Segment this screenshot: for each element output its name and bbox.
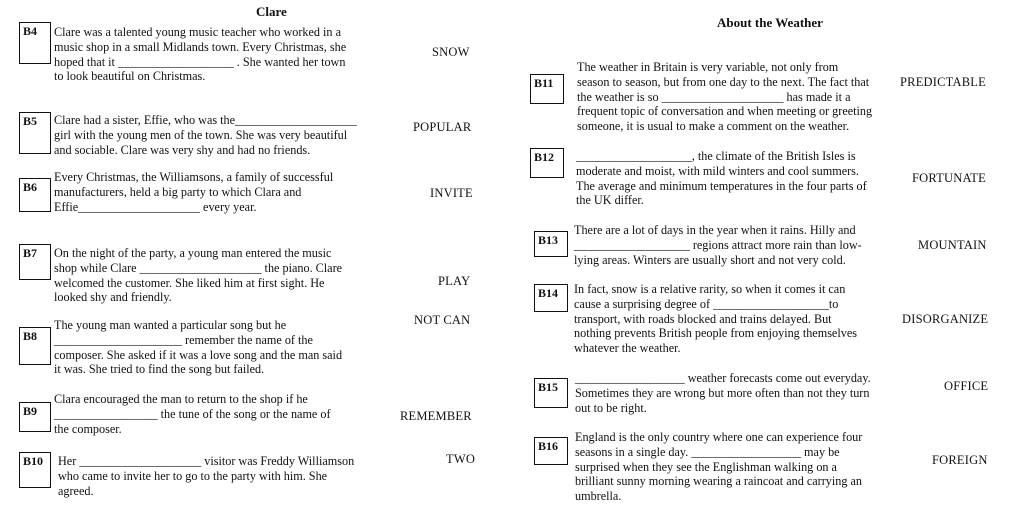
task-text: The young man wanted a particular song but he _____________________ remember the name of the composer. She asked if it was a love song and the man said it was. She tried to find the song but failed. <box>54 318 343 377</box>
left-title: Clare <box>256 4 287 19</box>
right-title: About the Weather <box>717 15 823 30</box>
task-word: MOUNTAIN <box>918 238 987 252</box>
task-word: TWO <box>446 452 476 466</box>
task-label: B12 <box>530 148 564 178</box>
task-text: The weather in Britain is very variable, not only from season to season, but from one day to the next. The fact that the weather is so ____________________ has made it a frequent topic of conversation and when meeting or greeting someone, it is usual to make a comment on the weather. <box>577 60 873 134</box>
task-word: INVITE <box>430 186 473 200</box>
task-text: __________________ weather forecasts come out everyday. Sometimes they are wrong but more often than not they turn out to be right. <box>575 371 871 415</box>
task-text: There are a lot of days in the year when it rains. Hilly and ___________________ regions attract more rain than low- lying areas. Winters are usually short and not very cold. <box>574 223 862 267</box>
task-word: DISORGANIZE <box>902 312 989 326</box>
task-label: B9 <box>19 402 51 432</box>
task-label: B4 <box>19 22 51 64</box>
task-label: B15 <box>534 378 568 408</box>
task-text: England is the only country where one can experience four seasons in a single day. __________________ may be surprised when they see the Englishman walking on a brilliant sunny morning wearing a raincoat and carrying an umbrella. <box>575 430 863 504</box>
task-text: Clare had a sister, Effie, who was the____________________ girl with the young men of the town. She was very beautiful and sociable. Clare was very shy and had no friends. <box>54 113 357 157</box>
task-label: B14 <box>534 284 568 312</box>
task-word: NOT CAN <box>414 313 471 327</box>
task-text: ___________________, the climate of the British Isles is moderate and moist, with mild winters and cool summers. The average and minimum temperatures in the four parts of the UK differ. <box>576 149 867 208</box>
task-word: PLAY <box>438 274 471 288</box>
task-word: POPULAR <box>413 120 472 134</box>
task-label: B8 <box>19 327 51 365</box>
task-text: On the night of the party, a young man entered the music shop while Clare ____________________ the piano. Clare welcomed the customer. She liked him at first sight. He looked shy and friendly. <box>54 246 343 305</box>
task-text: Clare was a talented young music teacher who worked in a music shop in a small Midlands town. Every Christmas, she hoped that it ___________________ . She wanted her town to look beautiful on Christmas. <box>54 25 347 84</box>
task-label: B5 <box>19 112 51 154</box>
task-label: B10 <box>19 452 51 488</box>
task-text: Every Christmas, the Williamsons, a family of successful manufacturers, held a big party to which Clara and Effie____________________ every year. <box>54 170 334 214</box>
task-word: REMEMBER <box>400 409 472 423</box>
task-word: PREDICTABLE <box>900 75 986 89</box>
task-word: SNOW <box>432 45 470 59</box>
task-label: B7 <box>19 244 51 280</box>
task-word: FOREIGN <box>932 453 988 467</box>
task-text: In fact, snow is a relative rarity, so when it comes it can cause a surprising degree of ___________________to transport, with roads blocked and trains delayed. But nothing prevents British people from enjoying themselves whatever the weather. <box>574 282 857 356</box>
task-label: B11 <box>530 74 564 104</box>
task-word: FORTUNATE <box>912 171 986 185</box>
task-word: OFFICE <box>944 379 989 393</box>
task-text: Her ____________________ visitor was Freddy Williamson who came to invite her to go to the party with him. She agreed. <box>58 454 355 498</box>
task-label: B6 <box>19 178 51 212</box>
task-text: Clara encouraged the man to return to the shop if he _________________ the tune of the song or the name of the composer. <box>54 392 331 436</box>
task-label: B13 <box>534 231 568 257</box>
task-label: B16 <box>534 437 568 465</box>
